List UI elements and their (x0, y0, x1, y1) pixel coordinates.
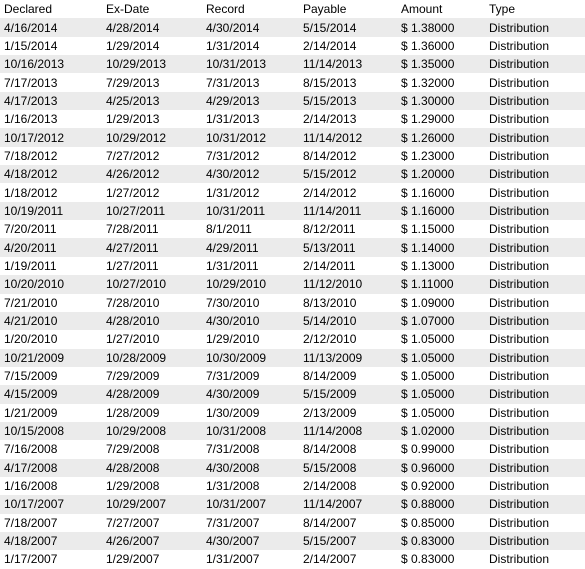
table-row (0, 404, 585, 422)
cell-type: Distribution (489, 350, 550, 365)
cell-type: Distribution (489, 424, 550, 439)
cell-type: Distribution (489, 534, 550, 549)
cell-amount: $ 1.09000 (401, 295, 455, 310)
cell-type: Distribution (489, 75, 550, 90)
cell-ex-date: 7/27/2012 (106, 148, 160, 163)
table-row (0, 440, 585, 458)
cell-payable: 5/15/2013 (303, 93, 357, 108)
cell-ex-date: 7/28/2010 (106, 295, 160, 310)
table-row (0, 202, 585, 220)
cell-type: Distribution (489, 442, 550, 457)
cell-payable: 5/15/2007 (303, 534, 357, 549)
cell-payable: 2/14/2012 (303, 185, 357, 200)
cell-amount: $ 0.96000 (401, 460, 455, 475)
cell-amount: $ 0.92000 (401, 479, 455, 494)
cell-record: 4/30/2008 (206, 460, 260, 475)
column-header-type: Type (489, 2, 516, 17)
cell-ex-date: 4/28/2008 (106, 460, 160, 475)
table-row (0, 312, 585, 330)
table-row (0, 532, 585, 550)
table-row (0, 55, 585, 73)
cell-ex-date: 4/28/2009 (106, 387, 160, 402)
cell-type: Distribution (489, 314, 550, 329)
cell-ex-date: 10/29/2007 (106, 497, 167, 512)
cell-ex-date: 4/28/2010 (106, 314, 160, 329)
cell-payable: 11/14/2013 (303, 57, 363, 72)
cell-type: Distribution (489, 93, 550, 108)
cell-amount: $ 0.85000 (401, 515, 455, 530)
cell-type: Distribution (489, 552, 550, 567)
cell-payable: 2/14/2007 (303, 552, 357, 567)
column-header-declared: Declared (4, 2, 53, 17)
cell-type: Distribution (489, 130, 550, 145)
column-header-ex-date: Ex-Date (106, 2, 150, 17)
cell-declared: 10/15/2008 (4, 424, 65, 439)
cell-declared: 7/16/2008 (4, 442, 58, 457)
cell-ex-date: 10/29/2008 (106, 424, 167, 439)
cell-type: Distribution (489, 203, 550, 218)
cell-payable: 2/14/2011 (303, 258, 356, 273)
cell-record: 7/31/2013 (206, 75, 260, 90)
cell-record: 7/31/2012 (206, 148, 260, 163)
cell-declared: 10/17/2007 (4, 497, 65, 512)
cell-type: Distribution (489, 460, 550, 475)
table-row (0, 459, 585, 477)
table-row (0, 275, 585, 293)
cell-type: Distribution (489, 369, 550, 384)
cell-payable: 5/15/2009 (303, 387, 357, 402)
cell-ex-date: 1/27/2011 (106, 258, 159, 273)
cell-amount: $ 0.83000 (401, 534, 455, 549)
cell-amount: $ 1.05000 (401, 369, 455, 384)
cell-payable: 2/14/2008 (303, 479, 357, 494)
table-row (0, 147, 585, 165)
cell-declared: 7/18/2007 (4, 515, 58, 530)
cell-record: 4/30/2009 (206, 387, 260, 402)
cell-payable: 11/12/2010 (303, 277, 363, 292)
cell-ex-date: 1/29/2007 (106, 552, 160, 567)
cell-payable: 2/14/2013 (303, 112, 357, 127)
cell-declared: 1/18/2012 (4, 185, 58, 200)
cell-amount: $ 1.13000 (401, 258, 455, 273)
table-row (0, 385, 585, 403)
cell-amount: $ 1.16000 (401, 185, 455, 200)
cell-type: Distribution (489, 405, 550, 420)
cell-declared: 1/16/2013 (4, 112, 58, 127)
table-row (0, 183, 585, 201)
cell-declared: 10/19/2011 (4, 203, 64, 218)
table-row (0, 257, 585, 275)
table-row (0, 37, 585, 55)
cell-payable: 8/13/2010 (303, 295, 357, 310)
cell-declared: 10/17/2012 (4, 130, 65, 145)
column-header-record: Record (206, 2, 245, 17)
cell-type: Distribution (489, 332, 550, 347)
table-row (0, 128, 585, 146)
cell-declared: 7/18/2012 (4, 148, 58, 163)
cell-record: 1/31/2012 (206, 185, 260, 200)
cell-declared: 7/20/2011 (4, 222, 57, 237)
cell-amount: $ 1.20000 (401, 167, 455, 182)
cell-payable: 11/14/2007 (303, 497, 363, 512)
cell-ex-date: 1/29/2013 (106, 112, 160, 127)
table-row (0, 73, 585, 91)
cell-amount: $ 1.11000 (401, 277, 454, 292)
cell-type: Distribution (489, 277, 550, 292)
table-row (0, 422, 585, 440)
table-row (0, 165, 585, 183)
cell-record: 1/31/2011 (206, 258, 259, 273)
cell-ex-date: 7/29/2009 (106, 369, 160, 384)
table-row (0, 349, 585, 367)
cell-payable: 5/14/2010 (303, 314, 357, 329)
cell-ex-date: 4/26/2007 (106, 534, 160, 549)
cell-declared: 1/19/2011 (4, 258, 57, 273)
cell-amount: $ 1.29000 (401, 112, 455, 127)
cell-amount: $ 1.16000 (401, 203, 455, 218)
cell-payable: 5/15/2012 (303, 167, 357, 182)
cell-ex-date: 1/28/2009 (106, 405, 160, 420)
cell-ex-date: 1/27/2012 (106, 185, 160, 200)
table-row (0, 330, 585, 348)
cell-ex-date: 1/29/2008 (106, 479, 160, 494)
cell-type: Distribution (489, 20, 550, 35)
table-row (0, 294, 585, 312)
cell-record: 1/29/2010 (206, 332, 260, 347)
table-row (0, 367, 585, 385)
cell-declared: 1/17/2007 (4, 552, 58, 567)
cell-type: Distribution (489, 258, 550, 273)
cell-declared: 4/21/2010 (4, 314, 58, 329)
cell-record: 1/31/2008 (206, 479, 260, 494)
cell-declared: 10/20/2010 (4, 277, 65, 292)
cell-ex-date: 1/29/2014 (106, 38, 160, 53)
cell-record: 1/31/2014 (206, 38, 260, 53)
cell-declared: 7/17/2013 (4, 75, 58, 90)
cell-record: 4/30/2014 (206, 20, 260, 35)
cell-record: 7/31/2008 (206, 442, 260, 457)
cell-record: 7/30/2010 (206, 295, 260, 310)
cell-amount: $ 0.83000 (401, 552, 455, 567)
column-header-amount: Amount (401, 2, 443, 17)
cell-type: Distribution (489, 387, 550, 402)
table-header-row (0, 0, 585, 18)
column-header-payable: Payable (303, 2, 347, 17)
cell-payable: 11/14/2012 (303, 130, 363, 145)
cell-declared: 10/21/2009 (4, 350, 65, 365)
cell-amount: $ 0.99000 (401, 442, 455, 457)
cell-ex-date: 7/27/2007 (106, 515, 160, 530)
cell-payable: 5/15/2014 (303, 20, 357, 35)
cell-amount: $ 0.88000 (401, 497, 455, 512)
cell-payable: 2/12/2010 (303, 332, 357, 347)
cell-type: Distribution (489, 295, 550, 310)
cell-record: 1/31/2007 (206, 552, 260, 567)
cell-type: Distribution (489, 222, 550, 237)
cell-record: 10/31/2007 (206, 497, 267, 512)
cell-ex-date: 10/28/2009 (106, 350, 167, 365)
cell-amount: $ 1.15000 (401, 222, 455, 237)
cell-declared: 4/17/2013 (4, 93, 58, 108)
table-row (0, 110, 585, 128)
cell-ex-date: 7/28/2011 (106, 222, 159, 237)
cell-type: Distribution (489, 57, 550, 72)
table-row (0, 92, 585, 110)
cell-type: Distribution (489, 148, 550, 163)
cell-amount: $ 1.05000 (401, 332, 455, 347)
cell-payable: 5/15/2008 (303, 460, 357, 475)
cell-type: Distribution (489, 515, 550, 530)
cell-declared: 1/16/2008 (4, 479, 58, 494)
cell-ex-date: 4/25/2013 (106, 93, 160, 108)
table-row (0, 220, 585, 238)
cell-ex-date: 10/27/2011 (106, 203, 166, 218)
cell-type: Distribution (489, 185, 550, 200)
cell-ex-date: 10/29/2013 (106, 57, 167, 72)
cell-type: Distribution (489, 112, 550, 127)
cell-declared: 1/20/2010 (4, 332, 58, 347)
cell-record: 4/30/2010 (206, 314, 260, 329)
cell-record: 8/1/2011 (206, 222, 252, 237)
cell-payable: 8/14/2008 (303, 442, 357, 457)
cell-amount: $ 1.35000 (401, 57, 455, 72)
cell-payable: 5/13/2011 (303, 240, 356, 255)
cell-amount: $ 1.32000 (401, 75, 455, 90)
cell-payable: 11/14/2011 (303, 203, 362, 218)
table-body (0, 18, 585, 568)
cell-ex-date: 4/27/2011 (106, 240, 159, 255)
cell-declared: 10/16/2013 (4, 57, 65, 72)
cell-declared: 4/18/2007 (4, 534, 58, 549)
cell-type: Distribution (489, 38, 550, 53)
cell-record: 10/29/2010 (206, 277, 267, 292)
cell-record: 10/31/2013 (206, 57, 267, 72)
table-row (0, 18, 585, 36)
cell-ex-date: 10/27/2010 (106, 277, 167, 292)
cell-declared: 4/16/2014 (4, 20, 58, 35)
cell-record: 10/30/2009 (206, 350, 267, 365)
cell-record: 4/30/2007 (206, 534, 260, 549)
cell-amount: $ 1.23000 (401, 148, 455, 163)
cell-declared: 4/15/2009 (4, 387, 58, 402)
cell-record: 4/29/2011 (206, 240, 259, 255)
cell-declared: 4/20/2011 (4, 240, 57, 255)
table-row (0, 477, 585, 495)
cell-payable: 11/13/2009 (303, 350, 363, 365)
cell-payable: 11/14/2008 (303, 424, 363, 439)
cell-payable: 8/12/2011 (303, 222, 356, 237)
cell-amount: $ 1.14000 (401, 240, 455, 255)
cell-payable: 8/14/2012 (303, 148, 357, 163)
cell-amount: $ 1.30000 (401, 93, 455, 108)
cell-record: 7/31/2007 (206, 515, 260, 530)
cell-ex-date: 1/27/2010 (106, 332, 160, 347)
cell-declared: 1/21/2009 (4, 405, 58, 420)
table-row (0, 495, 585, 513)
cell-ex-date: 4/28/2014 (106, 20, 160, 35)
cell-type: Distribution (489, 167, 550, 182)
cell-payable: 8/14/2009 (303, 369, 357, 384)
table-row (0, 238, 585, 256)
cell-record: 4/30/2012 (206, 167, 260, 182)
cell-record: 7/31/2009 (206, 369, 260, 384)
cell-payable: 2/14/2014 (303, 38, 357, 53)
cell-amount: $ 1.38000 (401, 20, 455, 35)
cell-ex-date: 4/26/2012 (106, 167, 160, 182)
cell-amount: $ 1.07000 (401, 314, 455, 329)
cell-declared: 7/15/2009 (4, 369, 58, 384)
cell-payable: 8/14/2007 (303, 515, 357, 530)
cell-type: Distribution (489, 240, 550, 255)
cell-amount: $ 1.05000 (401, 405, 455, 420)
cell-amount: $ 1.36000 (401, 38, 455, 53)
cell-record: 10/31/2008 (206, 424, 267, 439)
cell-record: 10/31/2012 (206, 130, 267, 145)
cell-declared: 1/15/2014 (4, 38, 58, 53)
cell-record: 1/30/2009 (206, 405, 260, 420)
table-row (0, 550, 585, 568)
cell-payable: 8/15/2013 (303, 75, 357, 90)
cell-declared: 4/18/2012 (4, 167, 58, 182)
cell-record: 10/31/2011 (206, 203, 266, 218)
cell-ex-date: 7/29/2008 (106, 442, 160, 457)
cell-declared: 7/21/2010 (4, 295, 58, 310)
cell-ex-date: 7/29/2013 (106, 75, 160, 90)
table-row (0, 514, 585, 532)
cell-type: Distribution (489, 479, 550, 494)
cell-declared: 4/17/2008 (4, 460, 58, 475)
cell-type: Distribution (489, 497, 550, 512)
cell-ex-date: 10/29/2012 (106, 130, 167, 145)
cell-record: 1/31/2013 (206, 112, 260, 127)
cell-payable: 2/13/2009 (303, 405, 357, 420)
cell-record: 4/29/2013 (206, 93, 260, 108)
cell-amount: $ 1.05000 (401, 387, 455, 402)
cell-amount: $ 1.05000 (401, 350, 455, 365)
cell-amount: $ 1.26000 (401, 130, 455, 145)
cell-amount: $ 1.02000 (401, 424, 455, 439)
